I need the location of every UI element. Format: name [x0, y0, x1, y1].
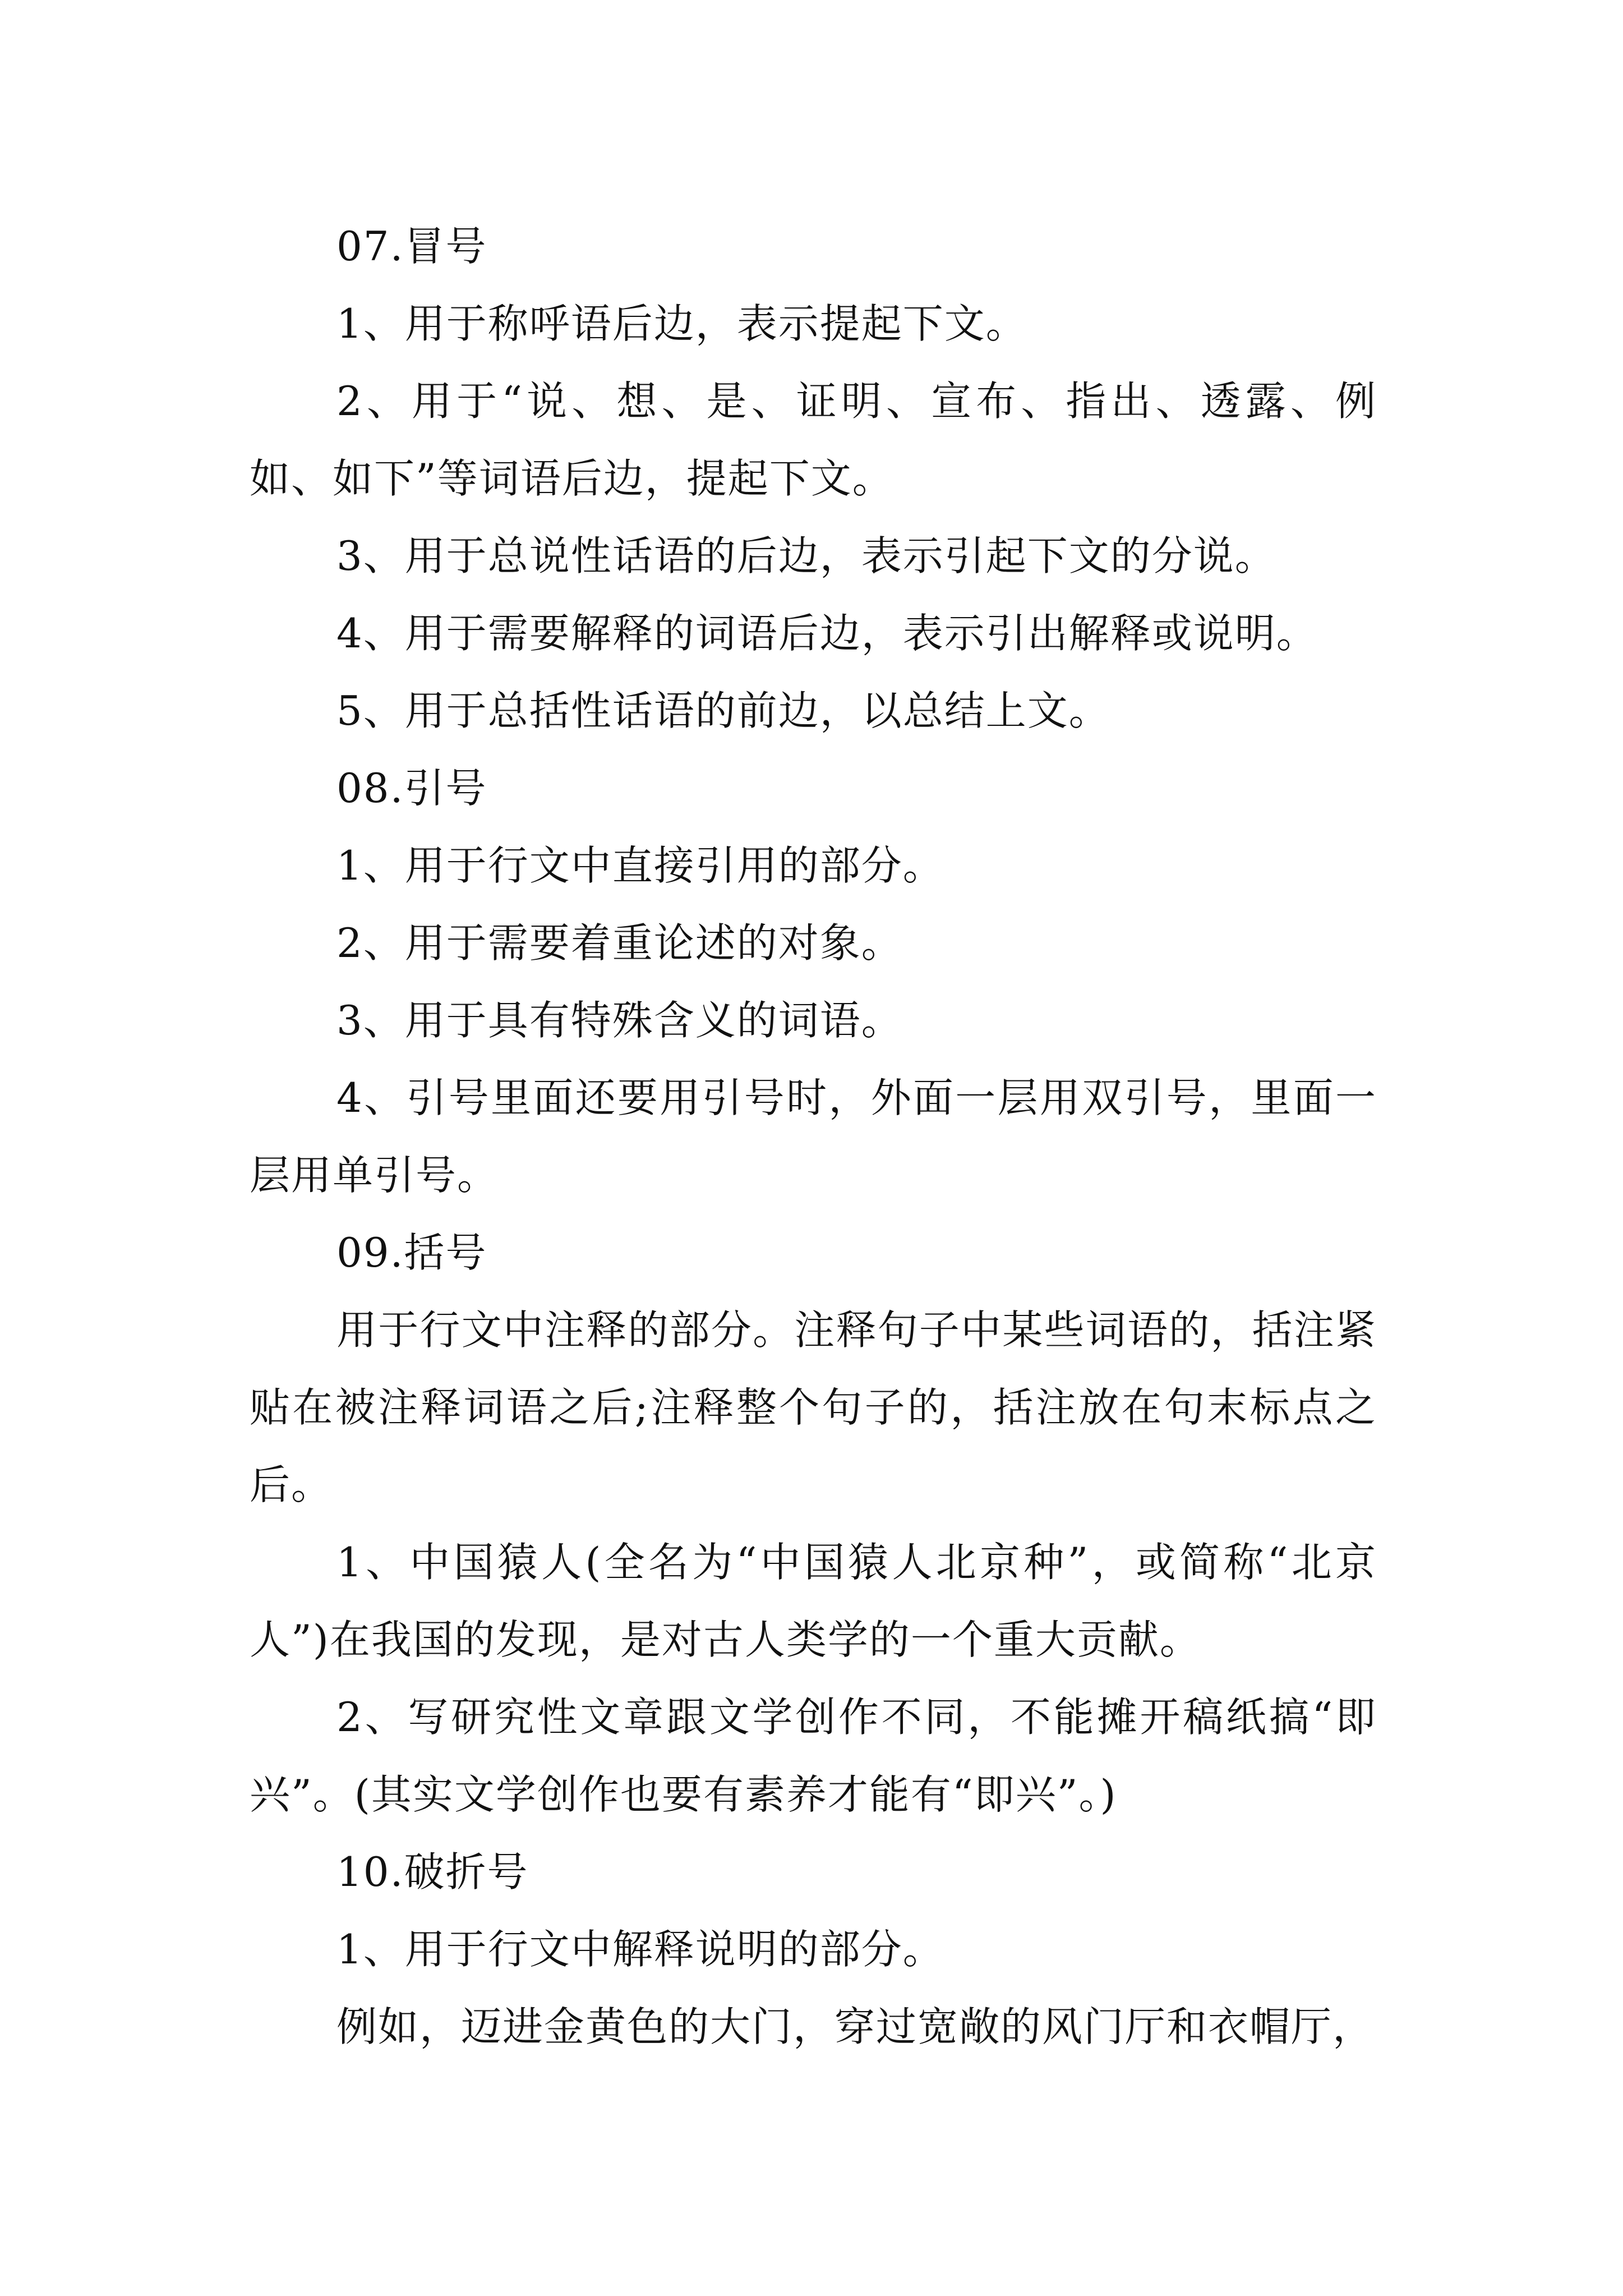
quotation-rule-4: 4、引号里面还要用引号时，外面一层用双引号，里面一层用单引号。	[250, 1074, 1377, 1199]
section-heading-parentheses: 09.括号	[336, 1229, 487, 1276]
quotation-rule-1: 1、用于行文中直接引用的部分。	[336, 842, 944, 889]
colon-rule-4: 4、用于需要解释的词语后边，表示引出解释或说明。	[336, 610, 1318, 657]
quotation-rule-2: 2、用于需要着重论述的对象。	[336, 919, 903, 967]
colon-rule-2: 2、用于“说、想、是、证明、宣布、指出、透露、例如、如下”等词语后边，提起下文。	[250, 378, 1377, 502]
dash-example: 例如，迈进金黄色的大门，穿过宽敞的风门厅和衣帽厅，	[336, 2003, 1375, 2050]
colon-rule-3: 3、用于总说性话语的后边，表示引起下文的分说。	[336, 532, 1276, 579]
section-heading-colon: 07.冒号	[336, 223, 487, 270]
colon-rule-5: 5、用于总括性话语的前边，以总结上文。	[336, 687, 1110, 734]
parentheses-example-1: 1、中国猿人(全名为“中国猿人北京种”，或简称“北京人”)在我国的发现，是对古人类学的一个重大贡献。	[250, 1539, 1377, 1663]
parentheses-example-2: 2、写研究性文章跟文学创作不同，不能摊开稿纸搞“即兴”。(其实文学创作也要有素养才能有“即兴”。)	[250, 1694, 1377, 1818]
parentheses-description: 用于行文中注释的部分。注释句子中某些词语的，括注紧贴在被注释词语之后;注释整个句子的，括注放在句末标点之后。	[250, 1306, 1377, 1508]
quotation-rule-3: 3、用于具有特殊含义的词语。	[336, 997, 903, 1044]
section-heading-dash: 10.破折号	[336, 1848, 529, 1895]
section-heading-quotation-marks: 08.引号	[336, 765, 487, 812]
colon-rule-1: 1、用于称呼语后边，表示提起下文。	[336, 300, 1027, 347]
document-body	[250, 208, 1377, 2065]
dash-rule-1: 1、用于行文中解释说明的部分。	[336, 1926, 944, 1973]
